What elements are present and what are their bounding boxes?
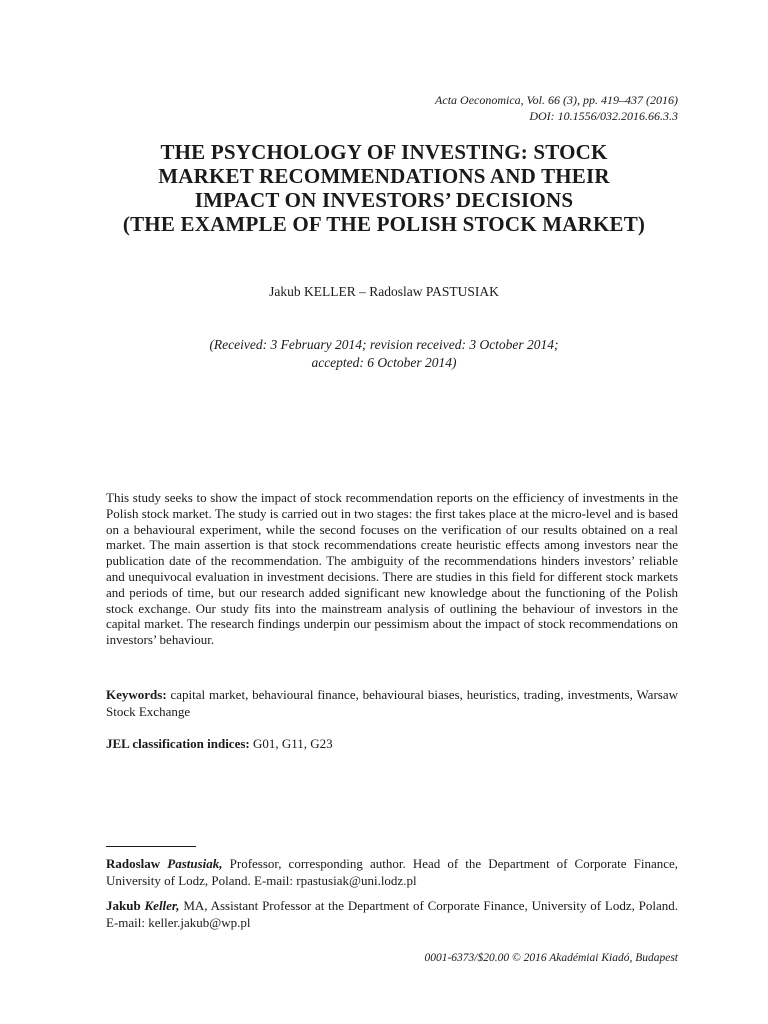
- keywords-text: capital market, behavioural finance, behavioural biases, heuristics, trading, investments, Warsaw Stock Exchange: [106, 687, 678, 719]
- submission-dates: [0, 336, 768, 372]
- abstract: This study seeks to show the impact of stock recommendation reports on the efficiency of investments in the Polish stock market. The study is carried out in two stages: the first takes place at the micro-level and is based on a behavioural experiment, while the second focuses on the verification of our results obtained on a real market. The main assertion is that stock recommendations create heuristic effects among investors near the publication date of the recommendation. The ambiguity of the recommendations hinders investors’ reliable and unequivocal evaluation in investment decisions. There are studies in this field for different stock markets and periods of time, but our research added significant new knowledge about the functioning of the Polish stock exchange. Our study fits into the mainstream analysis of outlining the behaviour of investors in the capital market. The research findings underpin our pessimism about the impact of stock recommendations on investors’ behaviour.: [106, 490, 678, 648]
- paper-title: [80, 140, 688, 236]
- title-line: MARKET RECOMMENDATIONS AND THEIR: [158, 164, 610, 188]
- footnote-text: Professor, corresponding author. Head of the Department of Corporate Finance, University of Lodz, Poland. E-mail: rpastusiak@uni.lodz.pl: [106, 856, 679, 888]
- footnote-surname: Pastusiak,: [167, 856, 223, 871]
- keywords-label: Keywords:: [106, 687, 167, 702]
- footnote-first-name: Jakub: [106, 898, 141, 913]
- dates-line-1: (Received: 3 February 2014; revision received: 3 October 2014;: [209, 337, 559, 352]
- title-line: (THE EXAMPLE OF THE POLISH STOCK MARKET): [122, 212, 646, 236]
- footnote-surname: Keller,: [144, 898, 180, 913]
- title-line: THE PSYCHOLOGY OF INVESTING: STOCK: [160, 140, 608, 164]
- footnote-divider: [106, 846, 196, 847]
- dates-line-2: accepted: 6 October 2014): [311, 355, 457, 370]
- footnote-author-1: [106, 855, 678, 889]
- copyright-footer: 0001-6373/$20.00 © 2016 Akadémiai Kiadó, Budapest: [424, 952, 678, 964]
- authors: Jakub KELLER – Radoslaw PASTUSIAK: [269, 284, 499, 299]
- journal-citation: Acta Oeconomica, Vol. 66 (3), pp. 419–437 (2016): [435, 93, 678, 107]
- journal-header: [278, 92, 678, 124]
- footnote-text: MA, Assistant Professor at the Department of Corporate Finance, University of Lodz, Poland. E-mail: keller.jakub@wp.pl: [106, 898, 678, 930]
- jel-classification: [106, 736, 678, 752]
- jel-label: JEL classification indices:: [106, 736, 250, 751]
- title-line: IMPACT ON INVESTORS’ DECISIONS: [194, 188, 574, 212]
- jel-codes: G01, G11, G23: [252, 736, 333, 751]
- keywords: [106, 687, 678, 720]
- footnote-first-name: Radoslaw: [106, 856, 161, 871]
- doi: DOI: 10.1556/032.2016.66.3.3: [529, 109, 678, 123]
- footnote-author-2: [106, 897, 678, 931]
